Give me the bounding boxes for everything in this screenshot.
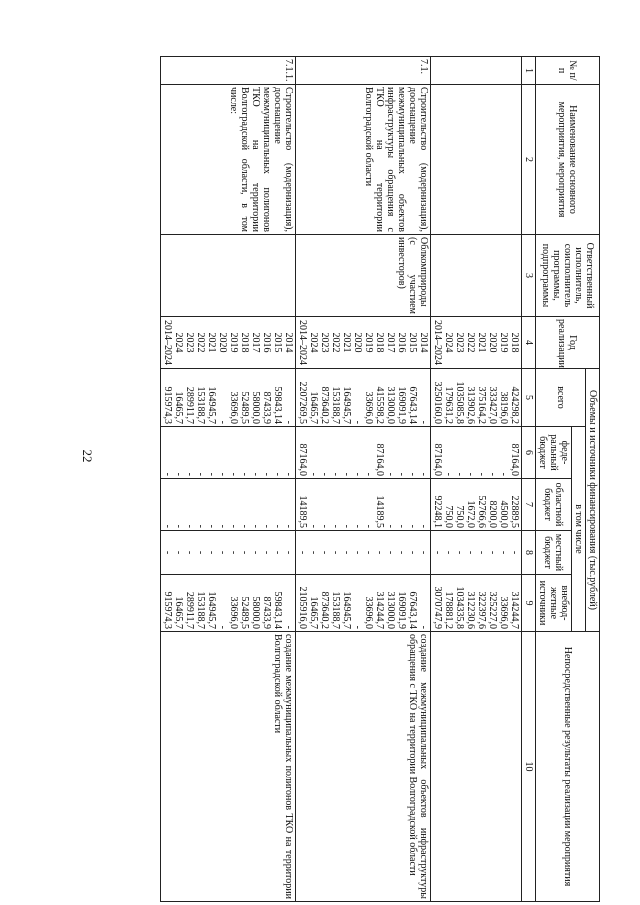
- cell-value: -: [297, 550, 308, 555]
- cell-value: -: [385, 472, 396, 476]
- cell-value: 2023: [454, 332, 465, 353]
- cell-value: 314244,7: [509, 591, 520, 629]
- table-row: [296, 57, 431, 902]
- cell-value: -: [195, 550, 206, 555]
- cell-value: -: [206, 550, 217, 555]
- cell-value: 2022: [195, 332, 206, 353]
- cell-value: -: [184, 472, 195, 476]
- cell-value: -: [396, 550, 407, 555]
- cell-value: 38196,0: [498, 391, 509, 424]
- cell-value: 2020: [352, 332, 363, 353]
- header-regional: областной бюджет: [536, 479, 572, 531]
- cell-value: 2022: [330, 332, 341, 353]
- col-index: 3: [522, 235, 536, 317]
- cell-value: 16465,7: [308, 596, 319, 629]
- cell-value: 14189,5: [297, 495, 308, 528]
- header-num: № п/п: [536, 57, 600, 85]
- cell-value: -: [330, 524, 341, 528]
- cell-value: -: [396, 472, 407, 476]
- regional-list: [296, 479, 431, 531]
- cell-value: 873640,2: [319, 386, 330, 424]
- cell-value: 2024: [308, 332, 319, 353]
- cell-value: 2021: [206, 332, 217, 353]
- cell-value: 2019: [363, 332, 374, 353]
- cell-value: 67643,14: [407, 591, 418, 629]
- col-index: 8: [522, 531, 536, 575]
- cell-value: 424298,2: [509, 386, 520, 424]
- cell-value: -: [341, 550, 352, 555]
- cell-value: -: [330, 472, 341, 476]
- cell-value: 2105916,0: [297, 586, 308, 629]
- cell-value: 2020: [487, 332, 498, 353]
- cell-value: 1672,0: [465, 500, 476, 528]
- cell-value: 2014–2024: [162, 320, 173, 365]
- cell-value: -: [418, 524, 429, 528]
- cell-value: 750,0: [443, 505, 454, 528]
- column-number-row: [522, 57, 536, 902]
- cell-value: -: [272, 524, 283, 528]
- cell-value: -: [308, 550, 319, 555]
- cell-value: -: [352, 550, 363, 555]
- col-index: 5: [522, 369, 536, 427]
- cell-value: 2023: [184, 332, 195, 353]
- total-list: [161, 369, 296, 427]
- cell-value: 915974,3: [162, 591, 173, 629]
- cell-value: 325227,0: [487, 591, 498, 629]
- cell-value: 1035085,8: [454, 381, 465, 424]
- cell-value: -: [352, 420, 363, 424]
- cell-value: -: [407, 550, 418, 555]
- cell-value: -: [385, 524, 396, 528]
- cell-value: 2018: [509, 332, 520, 353]
- cell-value: -: [195, 472, 206, 476]
- cell-value: 87433,9: [261, 391, 272, 424]
- cell-value: -: [487, 550, 498, 555]
- cell-value: 313000,0: [385, 591, 396, 629]
- header-year: Год реализации: [536, 317, 600, 369]
- cell-value: 1034335,8: [454, 586, 465, 629]
- local-list: [431, 531, 522, 575]
- cell-value: 153188,7: [195, 591, 206, 629]
- cell-value: -: [184, 524, 195, 528]
- cell-value: -: [407, 524, 418, 528]
- cell-value: -: [162, 550, 173, 555]
- cell-value: 16465,7: [308, 391, 319, 424]
- years-list: [161, 317, 296, 369]
- cell-value: 2014: [283, 332, 294, 353]
- cell-value: 375164,2: [476, 386, 487, 424]
- cell-value: 2023: [319, 332, 330, 353]
- cell-value: 16465,7: [173, 596, 184, 629]
- cell-value: 14189,5: [374, 495, 385, 528]
- cell-value: -: [352, 472, 363, 476]
- cell-value: -: [319, 524, 330, 528]
- cell-value: 52489,5: [239, 596, 250, 629]
- cell-value: -: [283, 524, 294, 528]
- cell-value: 2021: [341, 332, 352, 353]
- cell-value: -: [454, 472, 465, 476]
- cell-value: -: [217, 524, 228, 528]
- cell-value: 59843,14: [272, 386, 283, 424]
- cell-value: -: [396, 524, 407, 528]
- cell-value: 750,0: [454, 505, 465, 528]
- header-total: всего: [536, 369, 586, 427]
- cell-value: 178881,2: [443, 591, 454, 629]
- cell-value: 312230,6: [465, 591, 476, 629]
- cell-value: -: [432, 550, 443, 555]
- executor: [161, 235, 296, 317]
- cell-value: -: [476, 550, 487, 555]
- cell-value: -: [239, 524, 250, 528]
- cell-value: -: [465, 472, 476, 476]
- cell-value: 87164,0: [297, 443, 308, 476]
- col-index: 1: [522, 57, 536, 85]
- total-list: [431, 369, 522, 427]
- cell-value: -: [308, 472, 319, 476]
- cell-value: -: [217, 625, 228, 629]
- extra-list: [431, 575, 522, 632]
- col-index: 9: [522, 575, 536, 632]
- cell-value: 87164,0: [509, 443, 520, 476]
- cell-value: -: [173, 550, 184, 555]
- cell-value: 2022: [465, 332, 476, 353]
- header-including: в том числе: [572, 427, 586, 632]
- rotated-table-container: [110, 56, 600, 901]
- cell-value: 314244,7: [374, 591, 385, 629]
- cell-value: -: [261, 472, 272, 476]
- cell-value: 179631,2: [443, 386, 454, 424]
- cell-value: -: [239, 472, 250, 476]
- cell-value: -: [341, 524, 352, 528]
- cell-value: 415598,2: [374, 386, 385, 424]
- cell-value: -: [283, 550, 294, 555]
- col-index: 7: [522, 479, 536, 531]
- regional-list: [431, 479, 522, 531]
- cell-value: -: [239, 550, 250, 555]
- cell-value: -: [283, 472, 294, 476]
- cell-value: -: [250, 524, 261, 528]
- cell-value: -: [454, 550, 465, 555]
- regional-list: [161, 479, 296, 531]
- cell-value: -: [363, 550, 374, 555]
- extra-list: [296, 575, 431, 632]
- cell-value: -: [272, 550, 283, 555]
- cell-value: -: [341, 472, 352, 476]
- cell-value: -: [206, 472, 217, 476]
- cell-value: -: [283, 420, 294, 424]
- cell-value: 915974,3: [162, 386, 173, 424]
- cell-value: 33696,0: [363, 596, 374, 629]
- cell-value: 52489,5: [239, 391, 250, 424]
- federal-list: [161, 427, 296, 479]
- cell-value: -: [487, 472, 498, 476]
- cell-value: 33696,0: [363, 391, 374, 424]
- cell-value: 2024: [173, 332, 184, 353]
- cell-value: 8200,0: [487, 500, 498, 528]
- cell-value: 2018: [239, 332, 250, 353]
- cell-value: 289911,7: [184, 386, 195, 424]
- cell-value: 87164,0: [432, 443, 443, 476]
- cell-value: 2017: [250, 332, 261, 353]
- cell-value: 33696,0: [228, 391, 239, 424]
- table-row: [161, 57, 296, 902]
- cell-value: -: [228, 524, 239, 528]
- header-results: Непосредственные результаты реализации мероприятия: [536, 632, 600, 902]
- cell-value: 2014: [418, 332, 429, 353]
- cell-value: -: [173, 472, 184, 476]
- cell-value: -: [261, 550, 272, 555]
- cell-value: -: [465, 550, 476, 555]
- cell-value: -: [509, 550, 520, 555]
- cell-value: 164945,7: [341, 386, 352, 424]
- cell-value: -: [173, 524, 184, 528]
- cell-value: 87164,0: [374, 443, 385, 476]
- cell-value: 2019: [498, 332, 509, 353]
- federal-list: [431, 427, 522, 479]
- cell-value: 169091,9: [396, 591, 407, 629]
- cell-value: 169091,9: [396, 386, 407, 424]
- cell-value: 3250160,0: [432, 381, 443, 424]
- row-number: 7.1.1.: [161, 57, 296, 85]
- cell-value: -: [228, 550, 239, 555]
- header-federal: феде-ральный бюджет: [536, 427, 572, 479]
- cell-value: 153188,7: [330, 386, 341, 424]
- cell-value: 333427,0: [487, 386, 498, 424]
- cell-value: 16465,7: [173, 391, 184, 424]
- cell-value: 2014–2024: [297, 320, 308, 365]
- table-row: [431, 57, 522, 902]
- cell-value: 2015: [407, 332, 418, 353]
- cell-value: 4500,0: [498, 500, 509, 528]
- cell-value: -: [228, 472, 239, 476]
- cell-value: -: [363, 472, 374, 476]
- header-executor: Ответственный исполнитель, соисполнитель программы, подпрограммы: [536, 235, 600, 317]
- cell-value: -: [319, 550, 330, 555]
- cell-value: -: [283, 625, 294, 629]
- cell-value: 2020: [217, 332, 228, 353]
- years-list: [296, 317, 431, 369]
- result-text: создание межмуниципальных объектов инфраструктуры обращения с ТКО на территории Волгоградской области: [296, 632, 431, 902]
- cell-value: -: [385, 550, 396, 555]
- cell-value: -: [352, 524, 363, 528]
- cell-value: 2021: [476, 332, 487, 353]
- cell-value: -: [217, 420, 228, 424]
- col-index: 6: [522, 427, 536, 479]
- executor: Облкомприроды (с участием инвесторов): [296, 235, 431, 317]
- cell-value: 3070747,9: [432, 586, 443, 629]
- cell-value: 58000,0: [250, 391, 261, 424]
- cell-value: -: [319, 472, 330, 476]
- cell-value: 33696,0: [228, 596, 239, 629]
- cell-value: -: [363, 524, 374, 528]
- funding-table: [160, 56, 600, 902]
- cell-value: 289911,7: [184, 591, 195, 629]
- col-index: 2: [522, 85, 536, 235]
- total-list: [296, 369, 431, 427]
- cell-value: 22889,5: [509, 495, 520, 528]
- cell-value: 58000,0: [250, 596, 261, 629]
- cell-value: 92248,1: [432, 495, 443, 528]
- result-text: создание межмуниципальных полигонов ТКО на территории Волгоградской области: [161, 632, 296, 902]
- cell-value: -: [162, 472, 173, 476]
- cell-value: -: [418, 550, 429, 555]
- cell-value: 2017: [385, 332, 396, 353]
- cell-value: 2207269,5: [297, 381, 308, 424]
- cell-value: 52766,6: [476, 495, 487, 528]
- cell-value: -: [498, 550, 509, 555]
- cell-value: 2018: [374, 332, 385, 353]
- cell-value: -: [418, 472, 429, 476]
- years-list: [431, 317, 522, 369]
- cell-value: -: [272, 472, 283, 476]
- cell-value: 164945,7: [341, 591, 352, 629]
- cell-value: 33696,0: [498, 596, 509, 629]
- local-list: [296, 531, 431, 575]
- cell-value: -: [330, 550, 341, 555]
- col-index: 4: [522, 317, 536, 369]
- header-funding: Объемы и источники финансирования (тыс.рублей): [586, 369, 600, 632]
- cell-value: 313000,0: [385, 386, 396, 424]
- cell-value: -: [308, 524, 319, 528]
- cell-value: 164945,7: [206, 591, 217, 629]
- cell-value: -: [498, 472, 509, 476]
- header-extra: внебюд-жетные источники: [536, 575, 572, 632]
- page-number: 22: [80, 449, 95, 463]
- header-local: местный бюджет: [536, 531, 572, 575]
- cell-value: -: [162, 524, 173, 528]
- cell-value: 67643,14: [407, 386, 418, 424]
- cell-value: -: [476, 472, 487, 476]
- cell-value: 2014–2024: [432, 320, 443, 365]
- measure-name: Строительство (модернизация), дооснащение межмуниципальных полигонов ТКО на территории Волгоградской области, в том числе:: [161, 85, 296, 235]
- row-number: 7.1.: [296, 57, 431, 85]
- cell-value: 87433,9: [261, 596, 272, 629]
- cell-value: 59843,14: [272, 591, 283, 629]
- cell-value: 164945,7: [206, 386, 217, 424]
- cell-value: -: [250, 550, 261, 555]
- cell-value: 873640,2: [319, 591, 330, 629]
- cell-value: -: [443, 472, 454, 476]
- cell-value: 2024: [443, 332, 454, 353]
- cell-value: -: [352, 625, 363, 629]
- cell-value: 322397,6: [476, 591, 487, 629]
- header-name: Наименование основного мероприятия, мероприятия: [536, 85, 600, 235]
- cell-value: -: [184, 550, 195, 555]
- cell-value: -: [374, 550, 385, 555]
- cell-value: -: [418, 420, 429, 424]
- cell-value: -: [195, 524, 206, 528]
- cell-value: 2016: [261, 332, 272, 353]
- local-list: [161, 531, 296, 575]
- cell-value: -: [418, 625, 429, 629]
- cell-value: -: [217, 472, 228, 476]
- cell-value: -: [407, 472, 418, 476]
- cell-value: 153188,7: [195, 386, 206, 424]
- cell-value: -: [250, 472, 261, 476]
- cell-value: -: [443, 550, 454, 555]
- cell-value: 313902,6: [465, 386, 476, 424]
- cell-value: 153188,7: [330, 591, 341, 629]
- cell-value: -: [206, 524, 217, 528]
- extra-list: [161, 575, 296, 632]
- cell-value: -: [217, 550, 228, 555]
- federal-list: [296, 427, 431, 479]
- cell-value: 2016: [396, 332, 407, 353]
- measure-name: Строительство (модернизация), дооснащение межмуниципальных объектов инфраструктуры обращения с ТКО на территории Волгоградской области: [296, 85, 431, 235]
- col-index: 10: [522, 632, 536, 902]
- cell-value: 2019: [228, 332, 239, 353]
- cell-value: -: [261, 524, 272, 528]
- cell-value: 2015: [272, 332, 283, 353]
